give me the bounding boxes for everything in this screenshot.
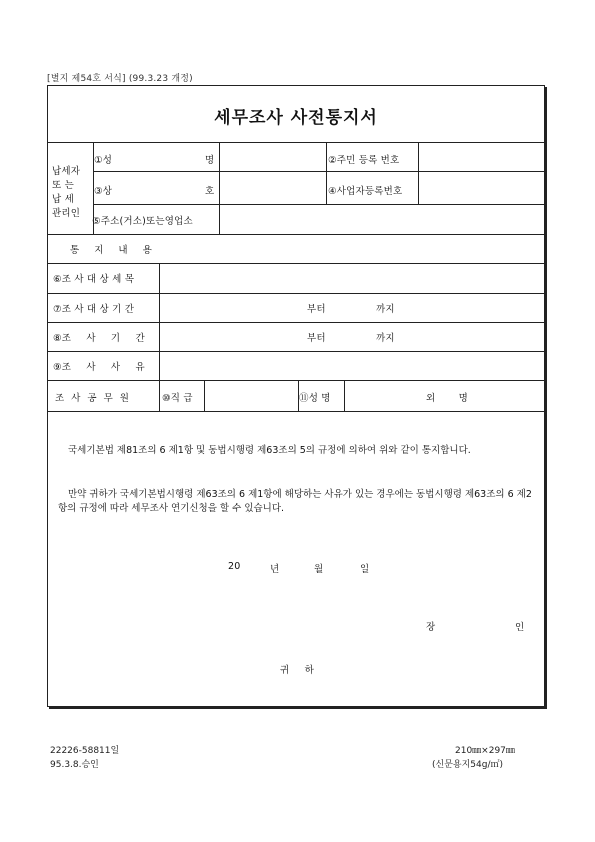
seal-label-a: 장 xyxy=(426,622,436,633)
business-label-b: 호 xyxy=(205,186,215,197)
taxpayer-label-4: 관리인 xyxy=(52,208,81,219)
date-year: 년 xyxy=(270,564,280,575)
rrn-field[interactable] xyxy=(418,142,544,170)
tax-items-label: ⑥조 사 대 상 세 목 xyxy=(53,274,135,285)
address-label: ⑤주소(거소)또는영업소 xyxy=(92,216,193,227)
address-field[interactable] xyxy=(219,204,544,233)
taxpayer-label-2: 또 는 xyxy=(52,180,74,191)
business-label-a: ③상 xyxy=(94,186,113,197)
reason-label: ⑨조 사 사 유 xyxy=(53,362,145,373)
duration-from: 부터 xyxy=(307,333,326,344)
date-day: 일 xyxy=(360,564,370,575)
period-to: 까지 xyxy=(376,304,395,315)
notice-paragraph-2: 만약 귀하가 국세기본법시행령 제63조의 6 제1항에 해당하는 사유가 있는 경우에는 동법시행령 제63조의 6 제2항의 규정에 따라 세무조사 연기신청을 할 수 있습니다. xyxy=(58,489,532,514)
paper-size: 210㎜×297㎜ xyxy=(455,746,515,756)
date-month: 월 xyxy=(314,564,324,575)
rank-field[interactable] xyxy=(205,381,295,409)
notice-paragraph-1: 국세기본법 제81조의 6 제1항 및 동법시행령 제63조의 5의 규정에 의하여 위와 같이 통지합니다. xyxy=(68,445,471,456)
taxpayer-label-1: 납세자 xyxy=(52,166,81,177)
seal-label-b: 인 xyxy=(515,622,525,633)
form-code: 22226-58811일 xyxy=(50,746,120,756)
reason-field[interactable] xyxy=(160,351,544,379)
date-year-prefix: 20 xyxy=(228,561,241,572)
document-title: 세무조사 사전통지서 xyxy=(214,108,378,128)
officer-label: 조 사 공 무 원 xyxy=(55,393,131,404)
period-from: 부터 xyxy=(307,304,326,315)
bizno-label: ④사업자등록번호 xyxy=(328,186,403,197)
name-label-a: ①성 xyxy=(94,155,113,166)
addressee-label: 귀 하 xyxy=(280,665,314,676)
form-number-note: [별지 제54호 서식] (99.3.23 개정) xyxy=(47,74,193,84)
period-label: ⑦조 사 대 상 기 간 xyxy=(53,304,135,315)
officer-name-label: ⑪성 명 xyxy=(299,393,331,404)
tax-items-field[interactable] xyxy=(160,263,544,291)
rrn-label: ②주민 등록 번호 xyxy=(328,155,400,166)
officer-count-label: 외 명 xyxy=(426,393,468,404)
bizno-field[interactable] xyxy=(418,171,544,203)
name-label-b: 명 xyxy=(205,155,215,166)
approval-date: 95.3.8.승인 xyxy=(50,760,99,770)
notice-section-label: 통 지 내 용 xyxy=(70,245,158,256)
business-name-field[interactable] xyxy=(219,171,325,203)
paper-type: (신문용지54g/㎡) xyxy=(432,760,503,770)
rank-label: ⑩직 급 xyxy=(162,393,193,404)
taxpayer-label-3: 납 세 xyxy=(52,194,74,205)
duration-to: 까지 xyxy=(376,333,395,344)
duration-label: ⑧조 사 기 간 xyxy=(53,333,145,344)
name-field[interactable] xyxy=(219,142,325,170)
